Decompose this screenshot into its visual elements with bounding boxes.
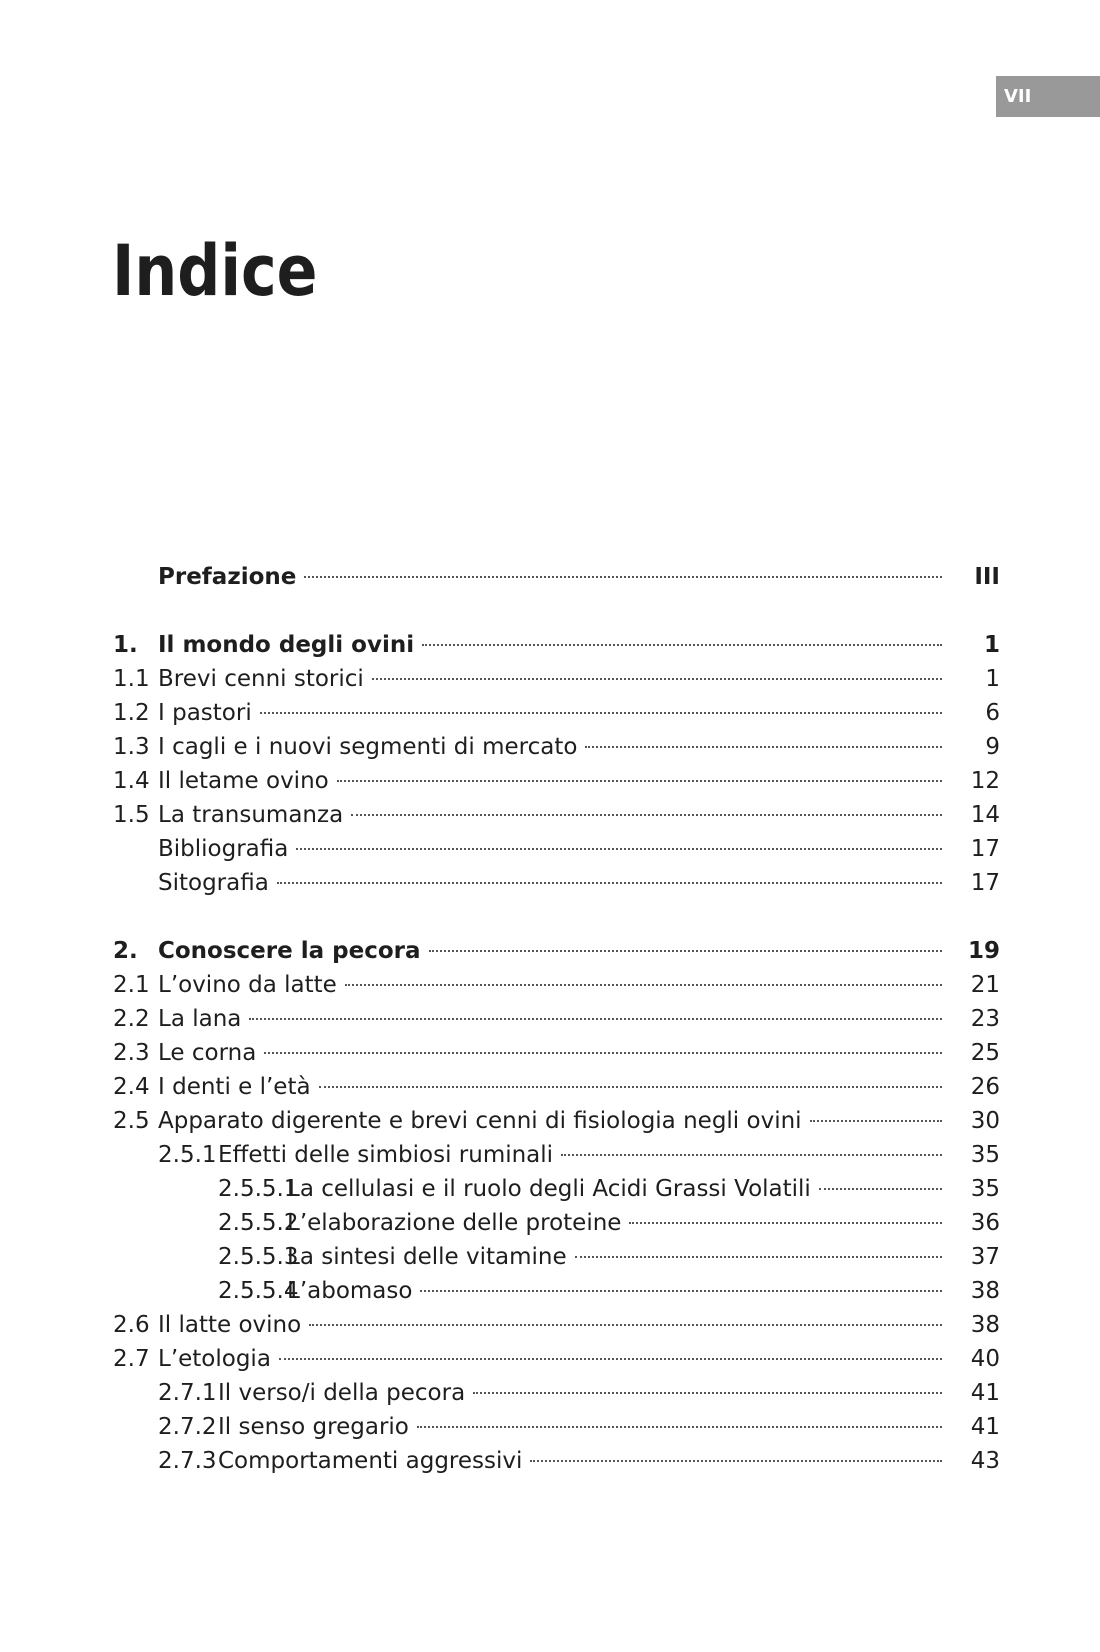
dot-leader [337,779,942,782]
toc-entry[interactable] [0,764,1100,798]
toc-entry-text [158,560,952,594]
toc-entry-number: 2.7.3 [158,1448,217,1474]
toc-entry-number: 2.5.5.4 [218,1278,299,1304]
dot-leader [575,1255,942,1258]
dot-leader [279,1357,942,1360]
toc-entry-page-number: 35 [970,1142,1000,1168]
toc-entry-label: Brevi cenni storici [158,666,364,692]
toc-entry-text [158,662,952,696]
toc-entry-label: Sitografia [158,870,269,896]
dot-leader [819,1187,942,1190]
toc-entry-text [158,866,952,900]
toc-entry-page-number: 19 [967,938,1000,964]
toc-entry-label: Il verso/i della pecora [218,1380,466,1406]
toc-entry-page-number: 21 [970,972,1000,998]
toc-entry-number: 2.3 [113,1040,150,1066]
toc-entry-label: La transumanza [158,802,344,828]
toc-entry-number: 2.7 [113,1346,150,1372]
toc-entry[interactable] [0,1376,1100,1410]
dot-leader [296,847,942,850]
toc-entry-page-number: 25 [970,1040,1000,1066]
toc-entry-page-number: 41 [970,1414,1000,1440]
toc-entry-text [158,798,952,832]
toc-entry-label: I cagli e i nuovi segmenti di mercato [158,734,578,760]
toc-entry-text [158,730,952,764]
dot-leader [420,1289,942,1292]
toc-entry[interactable] [0,1138,1100,1172]
toc-entry-text [158,1308,952,1342]
toc-entry-number: 1.3 [113,734,150,760]
toc-entry-text [218,1376,952,1410]
toc-entry-page-number: 17 [970,836,1000,862]
dot-leader [372,677,942,680]
toc-entry-page-number: 38 [970,1312,1000,1338]
toc-entry-page-number: 38 [970,1278,1000,1304]
toc-entry-page-number: 23 [970,1006,1000,1032]
toc-entry-label: Comportamenti aggressivi [218,1448,523,1474]
toc-entry-page-number: 9 [985,734,1000,760]
toc-entry-number: 1.4 [113,768,150,794]
toc-entry-number: 2.1 [113,972,150,998]
toc-entry-label: Effetti delle simbiosi ruminali [218,1142,554,1168]
toc-entry-label: Il senso gregario [218,1414,409,1440]
toc-entry-page-number: 41 [970,1380,1000,1406]
toc-entry[interactable] [0,1444,1100,1478]
toc-entry-number: 2.4 [113,1074,150,1100]
toc-entry-label: Conoscere la pecora [158,938,421,964]
toc-entry-label: Prefazione [158,564,297,590]
toc-entry[interactable] [0,1172,1100,1206]
toc-entry-page-number: 6 [985,700,1000,726]
toc-entry-page-number: 36 [970,1210,1000,1236]
toc-entry-text [158,1002,952,1036]
toc-entry-page-number: 17 [970,870,1000,896]
toc-entry-number: 2.7.1 [158,1380,217,1406]
toc-entry-text [287,1274,952,1308]
dot-leader [585,745,942,748]
toc-entry-number: 2.5 [113,1108,150,1134]
toc-entry-number: 1.2 [113,700,150,726]
toc-entry[interactable] [0,1002,1100,1036]
dot-leader [249,1017,942,1020]
toc-entry-number: 2.7.2 [158,1414,217,1440]
toc-entry-page-number: 1 [983,632,1000,658]
dot-leader [810,1119,942,1122]
toc-entry[interactable] [0,1410,1100,1444]
toc-entry-text [158,764,952,798]
toc-entry-label: La cellulasi e il ruolo degli Acidi Grassi Volatili [287,1176,811,1202]
toc-entry-label: Il mondo degli ovini [158,632,415,658]
toc-entry-number: 1.5 [113,802,150,828]
dot-leader [473,1391,942,1394]
toc-entry-page-number: 30 [970,1108,1000,1134]
toc-entry-text [158,1070,952,1104]
toc-entry[interactable] [0,798,1100,832]
toc-entry-text [158,1036,952,1070]
toc-entry-number: 2.5.5.2 [218,1210,299,1236]
toc-entry-number: 2.2 [113,1006,150,1032]
toc-entry[interactable] [0,628,1100,662]
toc-entry-label: Il latte ovino [158,1312,302,1338]
page-title: Indice [112,230,318,312]
toc-entry-page-number: 26 [970,1074,1000,1100]
dot-leader [304,575,942,578]
toc-entry-number: 1.1 [113,666,150,692]
toc-entry-text [287,1172,952,1206]
dot-leader [422,643,942,646]
toc-entry-page-number: 1 [985,666,1000,692]
dot-leader [345,983,942,986]
toc-entry-label: Il letame ovino [158,768,329,794]
toc-entry[interactable] [0,1206,1100,1240]
toc-entry[interactable] [0,662,1100,696]
toc-entry[interactable] [0,730,1100,764]
toc-entry-number: 2. [113,938,138,964]
toc-entry[interactable] [0,1070,1100,1104]
toc-entry-page-number: 40 [970,1346,1000,1372]
toc-entry[interactable] [0,934,1100,968]
toc-entry[interactable] [0,968,1100,1002]
toc-entry-text [158,628,952,662]
toc-entry-text [287,1206,952,1240]
toc-entry[interactable] [0,696,1100,730]
toc-entry-text [158,968,952,1002]
dot-leader [277,881,942,884]
toc-entry-page-number: 14 [970,802,1000,828]
dot-leader [429,949,942,952]
toc-entry-number: 2.6 [113,1312,150,1338]
dot-leader [530,1459,942,1462]
toc-entry-text [158,934,952,968]
dot-leader [319,1085,942,1088]
toc-entry-number: 1. [113,632,138,658]
dot-leader [309,1323,942,1326]
toc-entry-label: La lana [158,1006,242,1032]
toc-entry-label: I pastori [158,700,252,726]
dot-leader [260,711,942,714]
dot-leader [629,1221,942,1224]
toc-entry-text [158,696,952,730]
toc-entry-text [218,1444,952,1478]
toc-entry-label: I denti e l’età [158,1074,311,1100]
dot-leader [561,1153,942,1156]
toc-entry[interactable] [0,1036,1100,1070]
toc-entry-label: Apparato digerente e brevi cenni di fisiologia negli ovini [158,1108,802,1134]
toc-entry-page-number: 35 [970,1176,1000,1202]
toc-entry-text [158,1104,952,1138]
toc-entry[interactable] [0,1104,1100,1138]
page-folio: VII [996,76,1100,117]
toc-entry-label: La sintesi delle vitamine [287,1244,567,1270]
toc-entry-number: 2.5.5.1 [218,1176,299,1202]
toc-entry[interactable] [0,1274,1100,1308]
toc-entry-label: L’elaborazione delle proteine [287,1210,622,1236]
toc-entry-text [287,1240,952,1274]
toc-entry-page-number: III [974,564,1000,590]
toc-entry-label: Bibliografia [158,836,289,862]
toc-entry-text [158,832,952,866]
toc-entry-number: 2.5.1 [158,1142,217,1168]
toc-entry-label: L’etologia [158,1346,271,1372]
toc-entry-number: 2.5.5.3 [218,1244,299,1270]
toc-entry[interactable] [0,560,1100,594]
toc-entry-page-number: 37 [970,1244,1000,1270]
toc-entry[interactable] [0,1342,1100,1376]
toc-entry[interactable] [0,1308,1100,1342]
toc-entry-page-number: 43 [970,1448,1000,1474]
toc-entry-label: Le corna [158,1040,257,1066]
toc-entry-label: L’abomaso [287,1278,413,1304]
toc-entry-text [218,1138,952,1172]
toc-entry[interactable] [0,866,1100,900]
dot-leader [264,1051,942,1054]
dot-leader [351,813,942,816]
toc-entry-text [218,1410,952,1444]
dot-leader [417,1425,942,1428]
toc-entry-text [158,1342,952,1376]
toc-entry-page-number: 12 [970,768,1000,794]
toc-entry[interactable] [0,1240,1100,1274]
toc-entry-label: L’ovino da latte [158,972,337,998]
toc-entry[interactable] [0,832,1100,866]
